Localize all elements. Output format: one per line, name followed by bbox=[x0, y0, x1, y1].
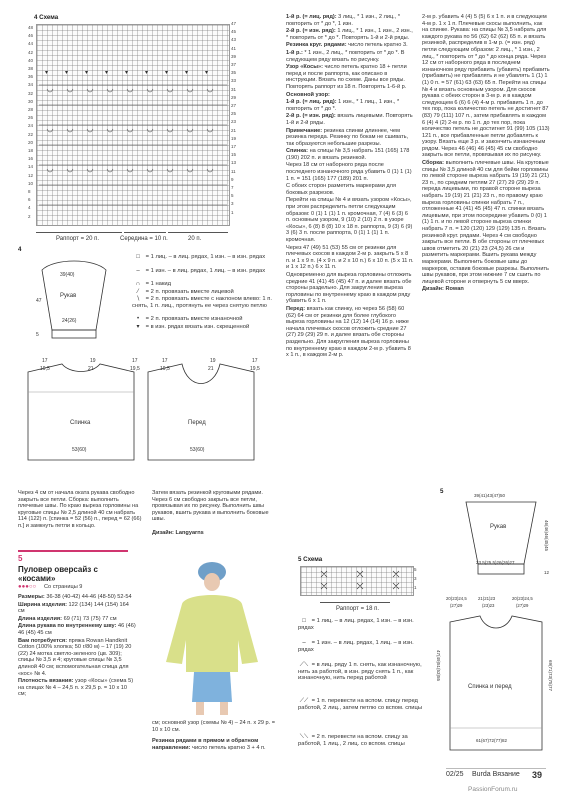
legend4-symbol-icon: – bbox=[136, 267, 140, 274]
schema4-row-number: 13 bbox=[231, 160, 237, 166]
schema4-chart bbox=[36, 24, 230, 226]
body5-top-measure-sub: (23)23 bbox=[482, 603, 495, 608]
schema4-row-number: 20 bbox=[28, 139, 34, 145]
pullover5-photo bbox=[146, 552, 278, 717]
schema4-rapport-right-ruler bbox=[168, 232, 228, 233]
rib-section: Резинка рядами в прямом и обратном направлении: число петель кратно 3 + 4 п. bbox=[152, 738, 266, 751]
schema4-row-number: 45 bbox=[231, 29, 237, 35]
legend4-symbol-icon: ∩ bbox=[135, 281, 141, 287]
sleeve5-diagram bbox=[460, 496, 542, 580]
col3-paragraph-text: на спицы № 3,5 набрать 151 (165) 178 (190) 202 п. и вязать резинкой. bbox=[286, 148, 410, 161]
schema4-symbols bbox=[37, 25, 229, 225]
body5-label: Спинка и перед bbox=[468, 684, 512, 690]
col3-paragraph-label: 2-й р. (= изн. ряд): bbox=[286, 113, 338, 120]
col3-paragraph bbox=[286, 245, 414, 271]
legend5-text: = 1 изн. – в лиц. рядах, 1 лиц. – в изн. рядах bbox=[298, 640, 414, 653]
col3-paragraph-text: 3 лиц., * 1 изн., 2 лиц., * повторить от * до *, 1 изн. bbox=[286, 14, 401, 27]
col3-paragraph bbox=[286, 64, 414, 90]
schema4-row-number: 23 bbox=[231, 119, 237, 125]
col3-paragraph-label: Примечание: bbox=[286, 127, 324, 134]
col3-paragraph bbox=[286, 306, 414, 359]
schema5-row-number: 1 bbox=[414, 585, 417, 590]
legend4-symbol-icon: ∖ bbox=[136, 296, 140, 302]
schema4-row-number: 39 bbox=[231, 53, 237, 59]
back4-top-measure-sub: 21 bbox=[88, 366, 94, 372]
col3-paragraph-label: 1-й р. (= лиц. ряд): bbox=[286, 14, 339, 20]
col3-paragraph-text: Через 18 см от наборного ряда после последнего изнаночного ряда убавить 0 (1) 1 (1) 1 п. = 151 (165) 177 (189) 201 п. bbox=[286, 162, 412, 182]
col3-paragraph-label: 1-й р. (= лиц. ряд): bbox=[286, 99, 339, 106]
col3-paragraph-label: 2-й р. (= изн. ряд): bbox=[286, 28, 338, 35]
legend4-item bbox=[132, 268, 278, 275]
schema4-row-number: 32 bbox=[28, 90, 34, 96]
schema4-row-number: 6 bbox=[28, 197, 31, 203]
pullover5-header-bar bbox=[18, 550, 128, 552]
legend5-item bbox=[298, 618, 428, 631]
legend4-text: = 2 п. провязать вместе лицевой bbox=[144, 288, 234, 295]
sleeve4-cuff: 5 bbox=[36, 332, 39, 338]
col4-text: 2-м р. убавить 4 (4) 5 (5) 6 x 1 п. и в следующем 4-м р. 1 x 1 п. Плечевые скосы выполнить, как на спинке. Рукава: на спицы № 3,5 набрать для каждого рукава по 56 (62) 62 (62) 65 п. и вязать резинкой, распределив в 1-м р. (= изн. ряд) петли следующим образом: 2 лиц., * 1 изн., 2 лиц., * повторить от * до * до конца ряда. Через 12 см от наборного ряда в последнем изнаночном ряду прибавить (убавить) прибавить (прибавить) не прибавлять и не убавлять 1 (1) 1 (1) 0 п. = 57 (61) 63 (63) 65 п. Перейти на спицы № 4 и вязать основным узором. Для скосов рукава с обеих сторон в 3-м р. и в каждом следующем 6 (6) 6 (4) 4-м р. прибавить 1 п. до тех пор, пока количество петель не достигнет 87 (83) 79 (111) 107 п., затем прибавлять в каждом 6 (4) 4 (2) 2-м р. по 1 п. до тех пор, пока количество петель не достигнет 91 (99) 105 (113) 121 п., все прибавленные петли добавлять к узору. Вязать еще 3 р. и закончить изнаночным рядом. Через 46 (46) 46 (45) 45 см свободно закрыть все петли, провязывая их по рисунку. Сборка: выполнить плечевые швы. На круговые спицы № 3,5 длиной 40 см для бейки горловины по левой стороне выреза набрать 19 (19) 21 (21) 23 п., по средним петлям 27 (27) 29 (29) 29 п. переда лицевыми, по правой стороне выреза набрать 19 (19) 21 (21) 23 п., по правому краю выреза горловины спинки набрать 7 п., отложенные 41 (41) 45 (45) 47 п. спинки вязать лицевыми, при этом посередине убавить 0 (0) 1 (1) 1 п. и по левой стороне выреза спинки набрать 7 п. = 120 (120) 129 (129) 135 п. Вязать резинкой круг. рядами. Через 4 см свободно закрыть все петли. В обе стороны от плечевых швов отметить 20 (21) 23 (24,5) 26 см и разметить маркерами. Вшить рукава между маркерами. Выполнить боковые швы до маркеров, оставив боковые разрезы. Выполнить швы рукавов, при этом нижние 7 см сшить по лицевой стороне и отвернуть 5 см вверх. Дизайн: Rowan bbox=[422, 14, 550, 293]
schema4-row-number: 31 bbox=[231, 86, 237, 92]
legend4-text: = 1 накид bbox=[144, 281, 172, 287]
col3-paragraph bbox=[286, 162, 414, 182]
schema4-row-number: 37 bbox=[231, 62, 237, 67]
body5-height-left: 47(49)51(53)55 bbox=[436, 650, 441, 682]
col3-paragraph-text: * 1 изн., 2 лиц., * повторить от * до *. В следующем ряду вязать по рисунку. bbox=[286, 49, 405, 63]
col3-paragraph-label: Основной узор: bbox=[286, 91, 330, 98]
schema4-row-number: 8 bbox=[28, 189, 31, 194]
legend4-text: = в изн. рядах вязать изн. скрещенной bbox=[144, 323, 250, 330]
legend4-item bbox=[132, 254, 278, 261]
schema4-row-number: 22 bbox=[28, 131, 34, 137]
schema4-row-number: 7 bbox=[231, 185, 234, 190]
col3-paragraph-text: Одновременно для выреза горловины отложить средние 41 (41) 45 (45) 47 п. и далее вязать обе стороны раздельно. Для закругления выреза горловины по внутреннему краю в каждом ряду убавить 6 x 1 п. bbox=[286, 271, 412, 305]
schema4-row-number: 34 bbox=[28, 82, 34, 88]
schema4-row-number: 24 bbox=[28, 123, 34, 129]
sleeve4-bottom-width: 24(26) bbox=[62, 318, 77, 324]
schema4-row-number: 38 bbox=[28, 66, 34, 71]
legend5-symbol-icon: □ bbox=[302, 618, 306, 624]
front4-top-measure-sub: 19,5 bbox=[160, 366, 170, 372]
legend4-item bbox=[132, 316, 278, 323]
sleeve5-top: 39(41)43(47)50 bbox=[474, 493, 506, 498]
col3-paragraph bbox=[286, 113, 414, 126]
front4-width: 53(60) bbox=[190, 447, 205, 453]
col3-paragraph bbox=[286, 50, 414, 63]
sleeve4-label: Рукав bbox=[60, 293, 77, 299]
legend5-symbol-icon: ⟋⟍ bbox=[299, 662, 309, 668]
schema4-row-number: 33 bbox=[231, 78, 237, 84]
col3-paragraph bbox=[286, 183, 414, 196]
col3-paragraph-text: резинка спинки длиннее, чем резинка переда. Резинку по бокам не сшивать, так образуются небольшие разрезы. bbox=[286, 127, 409, 147]
legend5-symbol-icon: – bbox=[302, 640, 306, 646]
schema4-row-number: 18 bbox=[28, 148, 34, 153]
sleeve5-height: 46(46)46(45)45 bbox=[544, 520, 549, 552]
schema4-rapport-right-label: 20 п. bbox=[188, 236, 202, 242]
col3-paragraph bbox=[286, 99, 414, 112]
legend5-text: = 2 п. перевести на вспом. спицу за работой, 1 лиц., 2 лиц. со вспом. спицы bbox=[298, 734, 408, 747]
schema4-row-number: 40 bbox=[28, 57, 34, 63]
body5-top-measure-sub: (27)29 bbox=[450, 603, 463, 608]
schema4-row-number: 47 bbox=[231, 21, 237, 26]
legend4-number: 4 bbox=[18, 246, 22, 253]
pullover5-specs: Размеры: 36-38 (40-42) 44-46 (48-50) 52-54 Ширина изделия: 122 (134) 144 (154) 164 см Длина изделия: 69 (71) 73 (75) 77 см Длина рукава по внутреннему шву: 46 (46) 46 (45) 45 см Вам потребуется: пряжа Rowan Handknit Cotton (100% хлопка; 50 г/80 м) – 17 (19) 20 (22) 24 мотка светло-зеленого (цв. 309); спицы № 3,5 и 4; круговые спицы № 3,5 длиной 40 см; вспомогательная спица для «кос» № 4. Плотность вязания: узор «Косы» (схема 5) на спицах № 4 – 24,5 п. x 29,5 р. = 10 x 10 см; bbox=[18, 594, 136, 698]
sleeve5-bottom: 23,5(25,5)26(26)27 bbox=[476, 560, 515, 565]
schema4-row-number: 29 bbox=[231, 94, 237, 100]
front4-top-measure-sub: 21 bbox=[208, 366, 214, 372]
back4-top-measure: 17 bbox=[42, 358, 48, 364]
col3-text bbox=[286, 14, 414, 360]
sleeve5-cuff: 12 bbox=[544, 570, 550, 575]
back4-top-measure-sub: 19,5 bbox=[40, 366, 50, 372]
schema4-row-number: 2 bbox=[28, 213, 31, 219]
col2-bottom-text: Затем вязать резинкой круговыми рядами. Через 6 см свободно закрыть все петли, провязывая их по рисунку. Выполнить швы рукавов, вшить рукава и выполнить боковые швы. bbox=[152, 490, 269, 523]
col3-paragraph-text: Через 47 (49) 51 (53) 55 см от резинки для плечевых скосов в каждом 2-м р. закрыть 5 x 8 п. и 1 x 9 п. (4 x 9 п. и 2 x 10 п.) 6 x 10 п. (5 x 11 п. и 1 x 12 п.) 6 x 11 п. bbox=[286, 244, 414, 271]
schema4-row-number: 3 bbox=[231, 201, 234, 207]
col3-paragraph bbox=[286, 42, 414, 49]
back4-label: Спинка bbox=[70, 420, 91, 426]
col3-paragraph-label: Узор «Косы»: bbox=[286, 64, 325, 71]
col3-paragraph-label: Спинка: bbox=[286, 148, 310, 155]
col3-paragraph-text: вязать лицевыми. Повторять 1-й и 2-й ряды. bbox=[286, 113, 413, 126]
schema4-row-number: 35 bbox=[231, 70, 237, 76]
body5-width: 61(67)72(77)82 bbox=[476, 738, 508, 743]
schema5-chart bbox=[300, 566, 414, 596]
schema4-row-number: 26 bbox=[28, 115, 34, 121]
col3-paragraph bbox=[286, 14, 414, 27]
front4-label: Перед bbox=[188, 420, 206, 426]
schema4-row-number: 19 bbox=[231, 135, 237, 141]
schema4-row-number: 16 bbox=[28, 156, 34, 162]
sleeve5-number: 5 bbox=[440, 488, 444, 495]
col3-paragraph-label: Резинка круг. рядами: bbox=[286, 42, 349, 49]
legend4-item bbox=[132, 289, 278, 296]
col3-paragraph bbox=[286, 148, 414, 161]
sleeve5-label: Рукав bbox=[490, 524, 507, 530]
legend4-symbol-icon: ▾ bbox=[136, 323, 140, 330]
schema4-row-number: 1 bbox=[231, 209, 234, 215]
schema5-rapport-label: Раппорт = 18 п. bbox=[336, 606, 380, 612]
col3-paragraph-text: 1 изн., * 1 лиц., 1 изн., * повторить от * до *. bbox=[286, 99, 400, 112]
col3-paragraph bbox=[286, 128, 414, 148]
schema5-symbols bbox=[301, 567, 413, 595]
schema4-row-number: 11 bbox=[231, 168, 236, 174]
schema4-title: 4 Схема bbox=[34, 14, 59, 21]
schema4-row-number: 27 bbox=[231, 103, 237, 108]
col3-paragraph bbox=[286, 92, 414, 99]
footer-magazine: Burda Вязание bbox=[472, 771, 520, 778]
schema4-row-number: 36 bbox=[28, 74, 34, 80]
pullover5-number: 5 bbox=[18, 554, 23, 563]
legend5-item bbox=[298, 662, 428, 682]
sleeve4-top-width: 39(40) bbox=[60, 272, 75, 278]
legend4-item bbox=[132, 281, 278, 288]
legend5-item bbox=[298, 698, 428, 711]
footer-site: PassionForum.ru bbox=[468, 786, 518, 793]
schema4-rapport-label: Раппорт = 20 п. bbox=[56, 236, 100, 242]
schema4-middle-ruler bbox=[124, 232, 166, 233]
front4-top-measure-sub: 19,5 bbox=[250, 366, 260, 372]
schema4-row-number: 15 bbox=[231, 152, 237, 158]
schema5-rapport-ruler bbox=[320, 602, 390, 603]
schema4-row-number: 17 bbox=[231, 144, 237, 149]
legend5-item bbox=[298, 640, 428, 653]
legend4-text: = 2 п. провязать вместе изнаночной bbox=[144, 316, 243, 322]
schema4-rapport-ruler bbox=[36, 232, 122, 233]
body5-top-measure: 20(23)24,5 bbox=[512, 596, 533, 601]
schema4-row-number: 12 bbox=[28, 172, 34, 178]
front4-top-measure: 17 bbox=[252, 358, 258, 364]
schema4-middle-label: Середина = 10 п. bbox=[120, 236, 168, 242]
legend4-item bbox=[132, 296, 278, 309]
pullover5-page-ref: Со страницы 9 bbox=[44, 584, 83, 590]
back4-top-measure: 19 bbox=[90, 358, 96, 364]
back4-top-measure: 17 bbox=[132, 358, 138, 364]
legend5-text: = 1 п. перевести на вспом. спицу перед работой, 2 лиц., затем петлю со вспом. спицы bbox=[298, 698, 422, 711]
legend4-symbol-icon: ⁄ bbox=[137, 288, 139, 295]
legend5-text: = 1 лиц. – в лиц. рядах, 1 изн. – в изн. рядах bbox=[298, 618, 414, 631]
schema4-row-number: 9 bbox=[231, 176, 234, 182]
col3-paragraph-label: 1-й р.: bbox=[286, 49, 305, 56]
legend5-symbol-icon: ⟋⟋ bbox=[299, 698, 309, 704]
legend4-symbol-icon: □ bbox=[136, 254, 140, 260]
body5-top-measure-sub: (27)29 bbox=[516, 603, 529, 608]
schema4-row-number: 44 bbox=[28, 41, 34, 47]
col3-paragraph-text: Перейти на спицы № 4 и вязать узором «Косы», при этом распределить петли следующим образом: 0 (1) 1 (1) 1 п. кромочная, 7 (4) 6 (3) 6 п. основным узором, 9 (10) 2 (10) 2 п. в узоре «Косы», 6 (8) 8 (8) 10 x 18 п. раппорта, 9 (3) 6 (9) 3 (6) 3 п. после раппорта, 0 (1) 1 (1) 1 п. кромочная. bbox=[286, 197, 413, 243]
col3-paragraph-text: число петель кратно 18 + петли перед и после раппорта, как описано в инструкции. Вязать по схеме. Даны все ряды. Повторять раппорт из 18 п. Повторять 1-6-й р. bbox=[286, 64, 407, 90]
legend4-symbol-icon: • bbox=[136, 316, 140, 322]
schema5-row-number: 5 bbox=[414, 567, 417, 572]
body5-top-measure: 20(23)24,5 bbox=[446, 596, 467, 601]
legend4-text: = 1 изн. – в лиц. рядах, 1 лиц. – в изн. рядах bbox=[144, 267, 266, 274]
col3-paragraph bbox=[286, 28, 414, 41]
sleeve4-height: 47 bbox=[36, 298, 42, 304]
legend5-text: = в лиц. ряду 1 п. снять, как изнаночную, нить за работой, в изн. ряду снять 1 п., как изнаночную, нить перед работой bbox=[298, 662, 422, 682]
schema4-row-number: 14 bbox=[28, 164, 34, 170]
back4-top-measure-sub: 19,5 bbox=[130, 366, 140, 372]
legend4-item bbox=[132, 324, 278, 331]
pullover5-title: Пуловер оверсайз с «косами» bbox=[18, 565, 98, 583]
schema4-row-number: 43 bbox=[231, 37, 237, 43]
schema4-row-number: 30 bbox=[28, 98, 34, 104]
legend4-text: = 1 лиц. – в лиц. рядах, 1 изн. – в изн. рядах bbox=[144, 254, 266, 260]
legend5-symbol-icon: ⟍⟍ bbox=[299, 734, 309, 740]
body5-height-right: 69(71)73(75)77 bbox=[548, 660, 553, 692]
legend5-item bbox=[298, 734, 428, 747]
col3-paragraph bbox=[286, 197, 414, 243]
col3-paragraph bbox=[286, 272, 414, 305]
schema4-row-number: 42 bbox=[28, 49, 34, 55]
pullover5-difficulty: ●●●○○ bbox=[18, 584, 37, 590]
schema4-row-number: 5 bbox=[231, 193, 234, 199]
col3-paragraph-text: 1 лиц., * 1 изн., 1 изн., 2 изн., * повторить от * до *. Повторять 1-й и 2-й ряды. bbox=[286, 28, 413, 41]
col3-paragraph-text: число петель кратно 3. bbox=[348, 42, 408, 49]
col2-design: Дизайн: Langyarns bbox=[152, 530, 204, 536]
schema4-row-number: 25 bbox=[231, 111, 237, 117]
front4-top-measure: 19 bbox=[210, 358, 216, 364]
col3-paragraph-label: Перед: bbox=[286, 305, 307, 312]
schema4-row-number: 21 bbox=[231, 127, 237, 133]
col1-bottom-text: Через 4 см от начала оката рукава свободно закрыть все петли. Сборка: выполнить плечевые швы. По краю выреза горловины на круговые спицы № 2,5 длиной 40 см набрать 114 (122) п. [спинка = 52 (56) п., перед = 62 (66) п.] и замкнуть петли в кольцо. bbox=[18, 490, 142, 529]
schema4-row-number: 41 bbox=[231, 45, 237, 51]
col3-paragraph-text: вязать как спинку, но через 56 (58) 60 (62) 64 см от резинки для более глубокого выреза горловины на 12 (12) 14 (14) 16 р. ниже начала плечевых скосов отложить средние 27 (27) 29 (29) 29 п. и далее вязать обе стороны раздельно. Для закругления выреза горловины по внутреннему краю в каждом 2-м р. убавить 8 x 1 п., в каждом 2-м р. bbox=[286, 305, 411, 359]
schema4-row-number: 10 bbox=[28, 180, 34, 186]
back4-width: 53(60) bbox=[72, 447, 87, 453]
col2-photo-caption: см; основной узор (схемы № 4) – 24 п. x 29 р. = 10 x 10 см. bbox=[152, 720, 275, 733]
footer-divider bbox=[446, 768, 546, 769]
front4-top-measure: 17 bbox=[162, 358, 168, 364]
legend4-text: = 2 п. провязать вместе с наклоном влево: 1 п. снять, 1 п. лиц., протянуть ее через снятую петлю bbox=[132, 296, 272, 309]
footer-issue: 02/25 bbox=[446, 771, 464, 778]
schema5-row-number: 3 bbox=[414, 576, 417, 581]
col3-paragraph-text: С обоих сторон разметить маркерами для боковых разрезов. bbox=[286, 183, 396, 196]
footer-page: 39 bbox=[532, 770, 543, 780]
schema5-title: 5 Схема bbox=[298, 556, 323, 563]
schema4-row-number: 28 bbox=[28, 107, 34, 112]
schema4-row-number: 4 bbox=[28, 205, 31, 211]
body5-top-measure: 21(21)23 bbox=[478, 596, 496, 601]
schema4-row-number: 48 bbox=[28, 25, 34, 30]
schema4-row-number: 46 bbox=[28, 33, 34, 39]
